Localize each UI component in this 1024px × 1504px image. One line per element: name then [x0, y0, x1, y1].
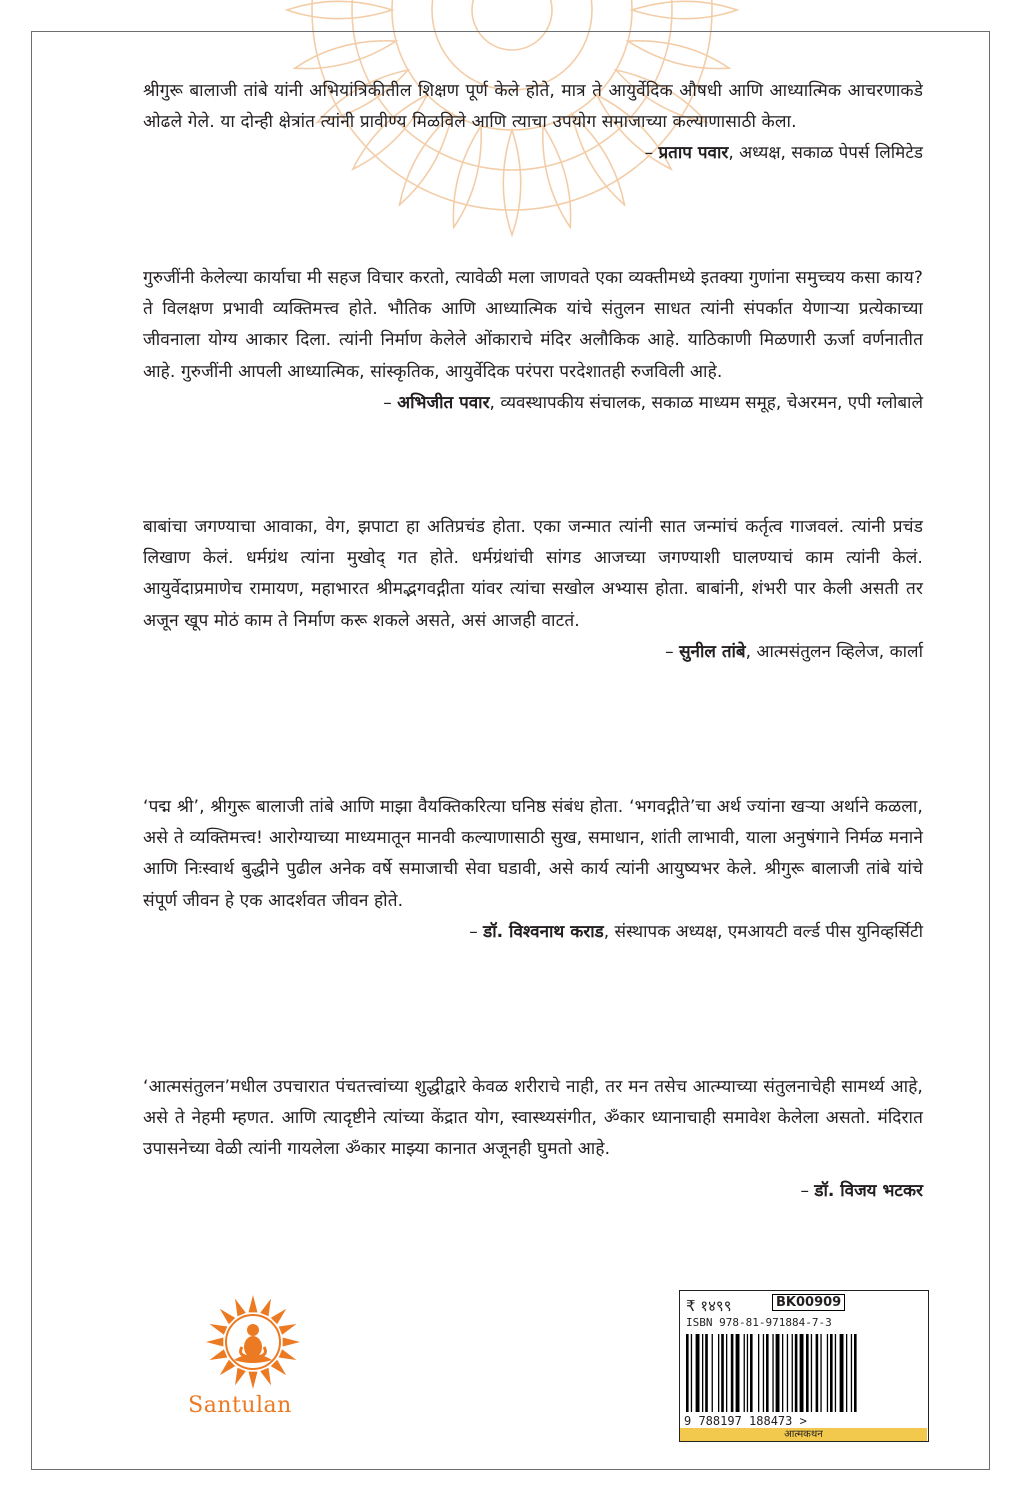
attribution-name: डॉ. विश्वनाथ कराड	[483, 921, 604, 942]
quote-block-2	[143, 263, 923, 418]
attribution-role: , आत्मसंतुलन व्हिलेज, कार्ला	[745, 641, 923, 662]
category-label: आत्मकथन	[680, 1428, 927, 1441]
quote-text: ‘आत्मसंतुलन’मधील उपचारात पंचतत्त्वांच्या शुद्धीद्वारे केवळ शरीराचे नाही, तर मन तसेच आत्म्याच्या संतुलनाचेही सामर्थ्य आहे, असे ते नेहमी म्हणत. आणि त्यादृष्टीने त्यांच्या केंद्रात योग, स्वास्थ्यसंगीत, ॐकार ध्यानाचाही समावेश केलेला असतो. मंदिरात उपासनेच्या वेळी त्यांनी गायलेला ॐकार माझ्या कानात अजूनही घुमतो आहे.	[143, 1077, 923, 1160]
quote-text: बाबांचा जगण्याचा आवाका, वेग, झपाटा हा अतिप्रचंड होता. एका जन्मात त्यांनी सात जन्मांचं कर्तृत्व गाजवलं. त्यांनी प्रचंड लिखाण केलं. धर्मग्रंथ त्यांना मुखोद् गत होते. धर्मग्रंथांची सांगड आजच्या जगण्याशी घालण्याचं काम त्यांनी केलं. आयुर्वेदाप्रमाणेच रामायण, महाभारत श्रीमद्भगवद्गीता यांवर त्यांचा सखोल अभ्यास होता. बाबांनी, शंभरी पार केली असती तर अजून खूप मोठं काम ते निर्माण करू शकले असते, असं आजही वाटतं.	[143, 517, 923, 631]
barcode-digits: 9 788197 188473 >	[684, 1414, 807, 1428]
logo-text: Santulan	[188, 1393, 292, 1418]
quote-block-1	[143, 76, 923, 168]
quote-attribution	[143, 138, 923, 168]
quote-block-5	[143, 1072, 923, 1206]
attribution-role: , व्यवस्थापकीय संचालक, सकाळ माध्यम समूह, चेअरमन, एपी ग्लोबाले	[489, 392, 923, 413]
quote-attribution	[143, 637, 923, 667]
quote-attribution	[143, 1176, 923, 1206]
sun-meditation-icon	[198, 1292, 308, 1392]
quote-text: गुरुजींनी केलेल्या कार्याचा मी सहज विचार करतो, त्यावेळी मला जाणवते एका व्यक्तीमध्ये इतक्या गुणांना समुच्चय कसा काय? ते विलक्षण प्रभावी व्यक्तिमत्त्व होते. भौतिक आणि आध्यात्मिक यांचे संतुलन साधत त्यांनी संपर्कात येणाऱ्या प्रत्येकाच्या जीवनाला योग्य आकार दिला. त्यांनी निर्माण केलेले ओंकाराचे मंदिर अलौकिक आहे. याठिकाणी मिळणारी ऊर्जा वर्णनातीत आहे. गुरुजींनी आपली आध्यात्मिक, सांस्कृतिक, आयुर्वेदिक परंपरा परदेशातही रुजविली आहे.	[143, 268, 923, 382]
quote-text: ‘पद्म श्री’, श्रीगुरू बालाजी तांबे आणि माझा वैयक्तिकरित्या घनिष्ठ संबंध होता. ‘भगवद्गीते’चा अर्थ ज्यांना खऱ्या अर्थाने कळला, असे ते व्यक्तिमत्त्व! आरोग्याच्या माध्यमातून मानवी कल्याणासाठी सुख, समाधान, शांती लाभावी, याला अनुषंगाने निर्मळ मनाने आणि निःस्वार्थ बुद्धीने पुढील अनेक वर्षे समाजाची सेवा घडावी, असे कार्य त्यांनी आयुष्यभर केले. श्रीगुरू बालाजी तांबे यांचे संपूर्ण जीवन हे एक आदर्शवत जीवन होते.	[143, 797, 923, 911]
attribution-dash: –	[644, 143, 654, 164]
attribution-dash: –	[800, 1180, 809, 1201]
quote-block-3	[143, 512, 923, 667]
attribution-dash: –	[665, 641, 674, 662]
quote-attribution	[143, 388, 923, 418]
isbn-label: ISBN 978-81-971884-7-3	[686, 1316, 832, 1329]
book-code: BK00909	[772, 1294, 845, 1311]
attribution-name: डॉ. विजय भटकर	[814, 1180, 923, 1201]
attribution-role: , संस्थापक अध्यक्ष, एमआयटी वर्ल्ड पीस युनिव्हर्सिटी	[603, 921, 923, 942]
attribution-dash: –	[383, 392, 392, 413]
quote-block-4	[143, 792, 923, 947]
quote-text: श्रीगुरू बालाजी तांबे यांनी अभियांत्रिकीतील शिक्षण पूर्ण केले होते, मात्र ते आयुर्वेदिक औषधी आणि आध्यात्मिक आचरणाकडे ओढले गेले. या दोन्ही क्षेत्रांत त्यांनी प्रावीण्य मिळविले आणि त्याचा उपयोग समाजाच्या कल्याणासाठी केला.	[143, 81, 923, 133]
quote-attribution	[143, 917, 923, 947]
attribution-role: , अध्यक्ष, सकाळ पेपर्स लिमिटेड	[728, 143, 923, 164]
attribution-name: सुनील तांबे	[679, 641, 746, 662]
attribution-dash: –	[469, 921, 478, 942]
page-frame	[31, 31, 990, 1470]
attribution-name: अभिजीत पवार	[397, 392, 490, 413]
price-label: ₹ १४९९	[686, 1297, 732, 1315]
attribution-name: प्रताप पवार	[658, 143, 729, 164]
barcode-icon	[682, 1332, 918, 1414]
